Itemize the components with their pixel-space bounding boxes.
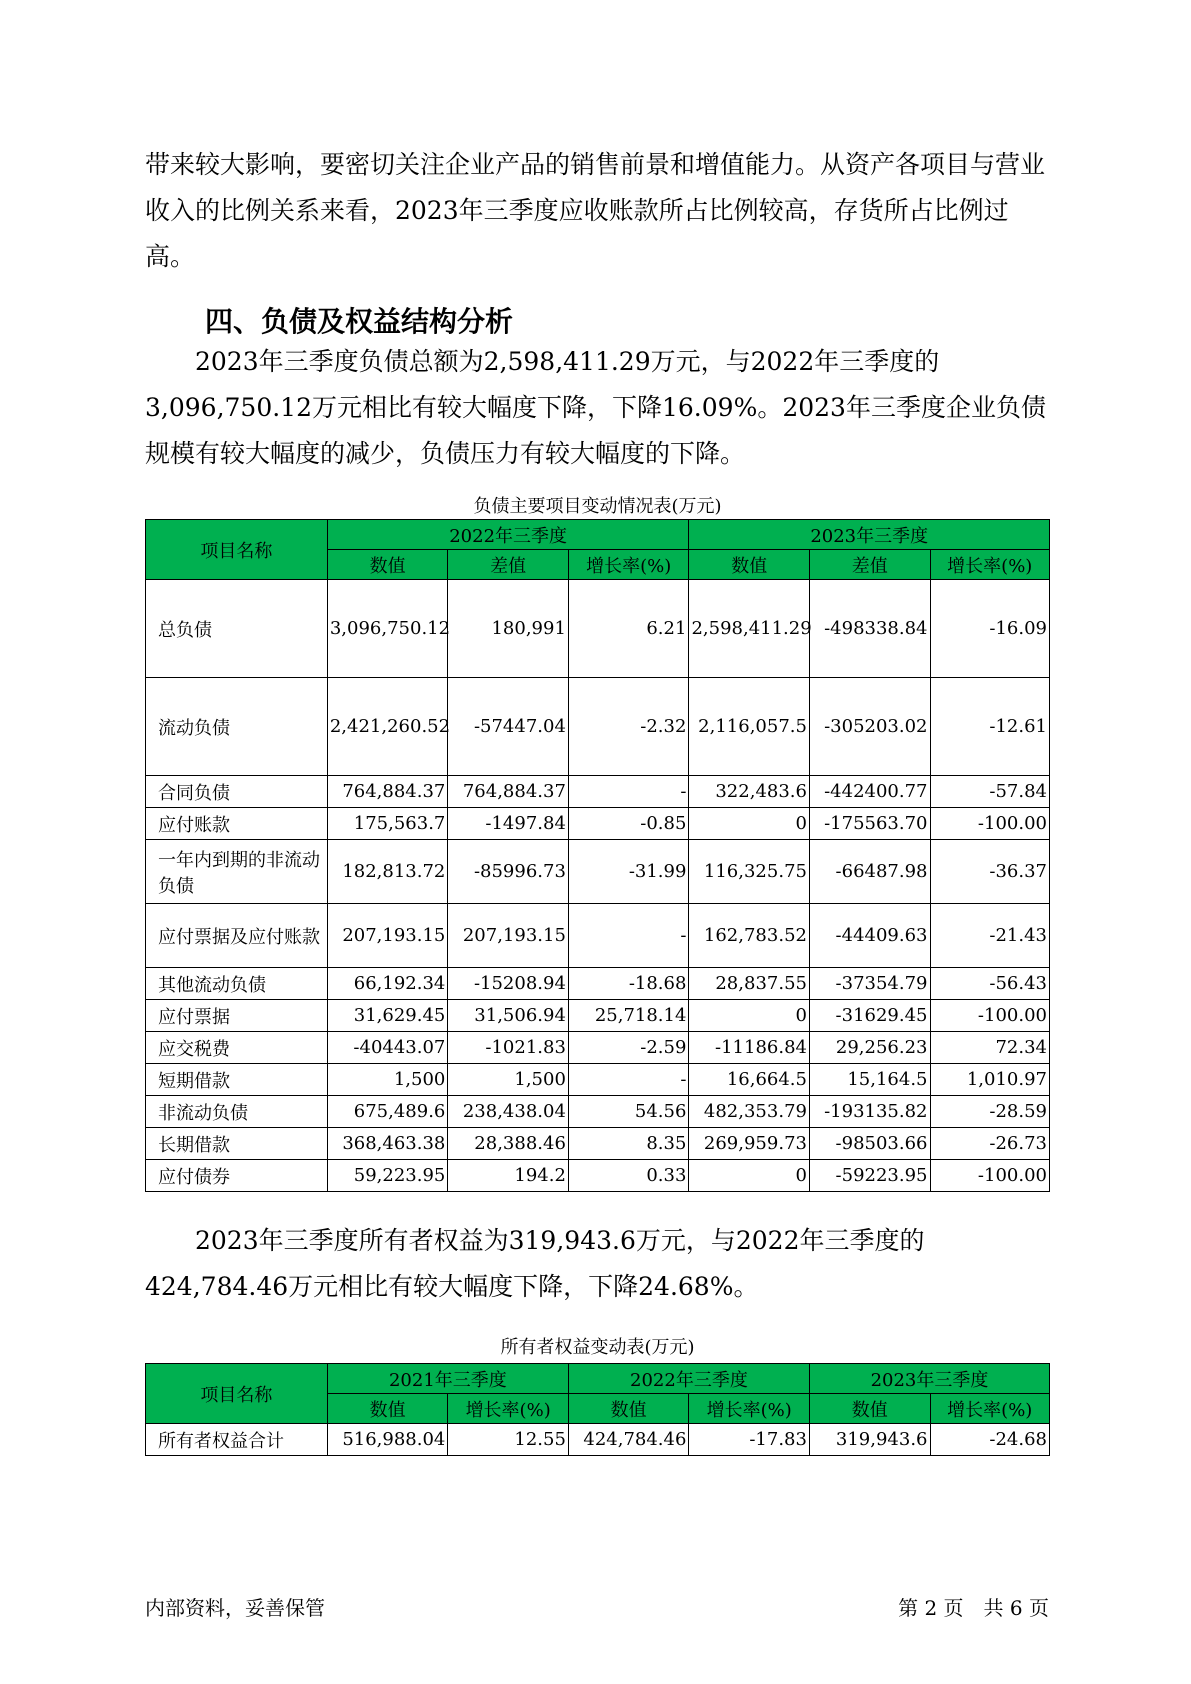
cell-diff: -175563.70 [809, 808, 930, 840]
cell-value: 764,884.37 [327, 776, 448, 808]
cell-rate: -100.00 [930, 1000, 1050, 1032]
cell-rate: -2.32 [568, 678, 689, 776]
row-name: 应付票据及应付账款 [146, 904, 328, 968]
cell-diff: -59223.95 [809, 1160, 930, 1192]
row-name: 应付票据 [146, 1000, 328, 1032]
table-row [146, 580, 1050, 678]
cell-rate: -24.68 [930, 1424, 1050, 1456]
cell-value: 3,096,750.12 [327, 580, 448, 678]
cell-value: 1,500 [327, 1064, 448, 1096]
table-row [146, 904, 1050, 968]
cell-diff: -1021.83 [448, 1032, 569, 1064]
cell-value: 482,353.79 [689, 1096, 810, 1128]
table-row [146, 1000, 1050, 1032]
cell-rate: 1,010.97 [930, 1064, 1050, 1096]
cell-value: 31,629.45 [327, 1000, 448, 1032]
cell-diff: -57447.04 [448, 678, 569, 776]
header-period-2023: 2023年三季度 [809, 1364, 1049, 1394]
cell-rate: -56.43 [930, 968, 1050, 1000]
subheader-diff: 差值 [809, 550, 930, 580]
cell-value: -11186.84 [689, 1032, 810, 1064]
cell-value: 28,837.55 [689, 968, 810, 1000]
cell-value: 368,463.38 [327, 1128, 448, 1160]
row-name: 长期借款 [146, 1128, 328, 1160]
cell-diff: -44409.63 [809, 904, 930, 968]
cell-rate: -28.59 [930, 1096, 1050, 1128]
cell-rate: -16.09 [930, 580, 1050, 678]
equity-table-caption: 所有者权益变动表(万元) [500, 1337, 695, 1358]
table-row [146, 1032, 1050, 1064]
row-name: 应付债券 [146, 1160, 328, 1192]
cell-diff: 29,256.23 [809, 1032, 930, 1064]
header-period-2021: 2021年三季度 [327, 1364, 568, 1394]
cell-diff: 764,884.37 [448, 776, 569, 808]
table-row [146, 1160, 1050, 1192]
subheader-value: 数值 [689, 550, 810, 580]
cell-rate: 6.21 [568, 580, 689, 678]
subheader-rate: 增长率(%) [689, 1394, 810, 1424]
cell-value: 59,223.95 [327, 1160, 448, 1192]
table-row [146, 1424, 1050, 1456]
row-name: 应付账款 [146, 808, 328, 840]
cell-value: 2,421,260.52 [327, 678, 448, 776]
table-row [146, 808, 1050, 840]
cell-value: 516,988.04 [327, 1424, 448, 1456]
cell-rate: 72.34 [930, 1032, 1050, 1064]
cell-value: 319,943.6 [809, 1424, 930, 1456]
cell-value: 16,664.5 [689, 1064, 810, 1096]
cell-diff: 28,388.46 [448, 1128, 569, 1160]
cell-rate: -31.99 [568, 840, 689, 904]
cell-diff: 1,500 [448, 1064, 569, 1096]
cell-diff: 207,193.15 [448, 904, 569, 968]
table-row [146, 968, 1050, 1000]
header-period-2023: 2023年三季度 [689, 520, 1050, 550]
subheader-rate: 增长率(%) [930, 1394, 1050, 1424]
table-row [146, 1096, 1050, 1128]
table-row [146, 1128, 1050, 1160]
cell-value: 675,489.6 [327, 1096, 448, 1128]
cell-rate: -2.59 [568, 1032, 689, 1064]
cell-rate: -57.84 [930, 776, 1050, 808]
cell-rate: 8.35 [568, 1128, 689, 1160]
liability-paragraph: 2023年三季度负债总额为2,598,411.29万元，与2022年三季度的3,096,750.12万元相比有较大幅度下降，下降16.09%。2023年三季度企业负债规模有较大幅度的减少，负债压力有较大幅度的下降。 [145, 347, 1046, 468]
table-row [146, 1064, 1050, 1096]
row-name: 流动负债 [146, 678, 328, 776]
cell-rate: -18.68 [568, 968, 689, 1000]
cell-value: 66,192.34 [327, 968, 448, 1000]
footer-confidential: 内部资料，妥善保管 [145, 1596, 325, 1620]
subheader-rate: 增长率(%) [448, 1394, 569, 1424]
table-row [146, 678, 1050, 776]
cell-value: 0 [689, 808, 810, 840]
cell-diff: -31629.45 [809, 1000, 930, 1032]
table-row [146, 840, 1050, 904]
cell-diff: -15208.94 [448, 968, 569, 1000]
cell-diff: -66487.98 [809, 840, 930, 904]
cell-rate: -36.37 [930, 840, 1050, 904]
table-row [146, 776, 1050, 808]
cell-diff: -1497.84 [448, 808, 569, 840]
cell-diff: 31,506.94 [448, 1000, 569, 1032]
cell-value: 322,483.6 [689, 776, 810, 808]
cell-diff: -305203.02 [809, 678, 930, 776]
cell-rate: 12.55 [448, 1424, 569, 1456]
cell-rate: -100.00 [930, 1160, 1050, 1192]
cell-value: 207,193.15 [327, 904, 448, 968]
row-name: 所有者权益合计 [146, 1424, 328, 1456]
row-name: 其他流动负债 [146, 968, 328, 1000]
equity-paragraph: 2023年三季度所有者权益为319,943.6万元，与2022年三季度的424,784.46万元相比有较大幅度下降，下降24.68%。 [145, 1226, 925, 1301]
cell-value: 269,959.73 [689, 1128, 810, 1160]
cell-value: 2,598,411.29 [689, 580, 810, 678]
cell-diff: -498338.84 [809, 580, 930, 678]
equity-table [145, 1363, 1050, 1456]
cell-rate: - [568, 1064, 689, 1096]
cell-value: 0 [689, 1000, 810, 1032]
cell-rate: 54.56 [568, 1096, 689, 1128]
cell-rate: -0.85 [568, 808, 689, 840]
cell-rate: -26.73 [930, 1128, 1050, 1160]
subheader-value: 数值 [327, 1394, 448, 1424]
liability-table-caption: 负债主要项目变动情况表(万元) [473, 496, 722, 517]
cell-diff: -193135.82 [809, 1096, 930, 1128]
header-period-2022: 2022年三季度 [568, 1364, 809, 1394]
row-name: 一年内到期的非流动负债 [146, 840, 328, 904]
cell-rate: - [568, 776, 689, 808]
liability-table [145, 519, 1050, 1192]
subheader-value: 数值 [568, 1394, 689, 1424]
cell-rate: 25,718.14 [568, 1000, 689, 1032]
cell-rate: 0.33 [568, 1160, 689, 1192]
cell-value: 175,563.7 [327, 808, 448, 840]
subheader-value: 数值 [809, 1394, 930, 1424]
cell-diff: -442400.77 [809, 776, 930, 808]
row-name: 短期借款 [146, 1064, 328, 1096]
cell-rate: -17.83 [689, 1424, 810, 1456]
cell-rate: -12.61 [930, 678, 1050, 776]
cell-diff: 238,438.04 [448, 1096, 569, 1128]
row-name: 应交税费 [146, 1032, 328, 1064]
cell-diff: 15,164.5 [809, 1064, 930, 1096]
cell-value: 182,813.72 [327, 840, 448, 904]
cell-value: 424,784.46 [568, 1424, 689, 1456]
header-item-name: 项目名称 [146, 520, 328, 580]
header-period-2022: 2022年三季度 [327, 520, 689, 550]
section-heading: 四、负债及权益结构分析 [205, 305, 514, 338]
cell-value: 116,325.75 [689, 840, 810, 904]
cell-value: 2,116,057.5 [689, 678, 810, 776]
cell-diff: -37354.79 [809, 968, 930, 1000]
cell-rate: - [568, 904, 689, 968]
cell-diff: 180,991 [448, 580, 569, 678]
footer-page-number: 第 2 页 共 6 页 [898, 1596, 1049, 1620]
header-item-name: 项目名称 [146, 1364, 328, 1424]
cell-diff: -85996.73 [448, 840, 569, 904]
cell-diff: -98503.66 [809, 1128, 930, 1160]
row-name: 合同负债 [146, 776, 328, 808]
cell-diff: 194.2 [448, 1160, 569, 1192]
row-name: 总负债 [146, 580, 328, 678]
cell-rate: -21.43 [930, 904, 1050, 968]
subheader-value: 数值 [327, 550, 448, 580]
cell-value: -40443.07 [327, 1032, 448, 1064]
subheader-diff: 差值 [448, 550, 569, 580]
cell-value: 162,783.52 [689, 904, 810, 968]
cell-rate: -100.00 [930, 808, 1050, 840]
cell-value: 0 [689, 1160, 810, 1192]
intro-paragraph: 带来较大影响，要密切关注企业产品的销售前景和增值能力。从资产各项目与营业收入的比例关系来看，2023年三季度应收账款所占比例较高，存货所占比例过高。 [145, 150, 1046, 271]
subheader-rate: 增长率(%) [568, 550, 689, 580]
subheader-rate: 增长率(%) [930, 550, 1050, 580]
row-name: 非流动负债 [146, 1096, 328, 1128]
